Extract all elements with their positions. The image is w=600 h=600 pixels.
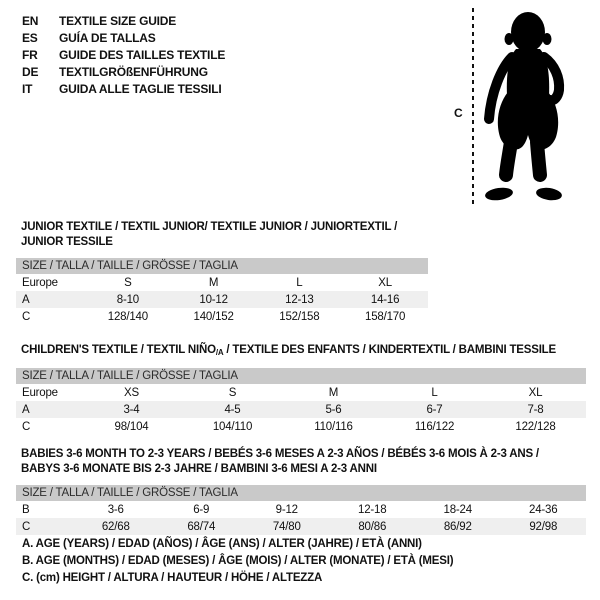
- table-title-segment: CHILDREN'S TEXTILE / TEXTIL NIÑO: [21, 344, 216, 356]
- size-cell: 9-12: [275, 503, 298, 516]
- size-cell: 62/68: [101, 520, 130, 533]
- size-cell: 8-10: [116, 293, 139, 306]
- size-cell: 5-6: [325, 403, 342, 416]
- guide-title-text: TEXTILE SIZE GUIDE: [59, 14, 177, 28]
- size-cell: 104/110: [212, 420, 253, 433]
- table-title-segment: BABIES 3-6 MONTH TO 2-3 YEARS / BEBÉS 3-6 MESES A 2-3 AÑOS / BÉBÉS 3-6 MOIS À 2-3 ANS /: [21, 448, 539, 460]
- size-cell: 122/128: [515, 420, 556, 433]
- size-cell: XL: [528, 386, 543, 399]
- size-cell: 3-6: [107, 503, 124, 516]
- size-cell: S: [228, 386, 237, 399]
- size-cell: 116/122: [414, 420, 455, 433]
- size-table: [16, 343, 586, 435]
- table-title-segment: /A: [215, 348, 224, 357]
- table-title: [21, 343, 586, 360]
- size-cell: 98/104: [114, 420, 149, 433]
- row-label: C: [22, 420, 31, 433]
- size-cell: XL: [378, 276, 392, 289]
- row-label: B: [22, 503, 30, 516]
- size-cell: 6-7: [426, 403, 443, 416]
- size-cell: 86/92: [443, 520, 472, 533]
- size-cell: 4-5: [224, 403, 241, 416]
- size-cell: 158/170: [365, 310, 406, 323]
- guide-title-text: GUIDA ALLE TAGLIE TESSILI: [59, 82, 222, 96]
- guide-title-text: GUIDE DES TAILLES TEXTILE: [59, 48, 226, 62]
- language-row: [22, 30, 225, 47]
- size-header-bar: SIZE / TALLA / TAILLE / GRÖSSE / TAGLIA: [16, 368, 586, 384]
- size-cell: 92/98: [529, 520, 558, 533]
- language-guide-list: [22, 13, 225, 98]
- size-cell: S: [124, 276, 132, 289]
- table-row: [16, 274, 428, 291]
- size-cell: 68/74: [187, 520, 216, 533]
- height-measure-dashed-line: [472, 8, 474, 206]
- size-cell: M: [328, 386, 339, 399]
- language-code: EN: [22, 14, 39, 28]
- language-row: [22, 64, 225, 81]
- size-cell: 12-18: [358, 503, 387, 516]
- row-label: Europe: [22, 276, 58, 289]
- table-title-line: [21, 462, 586, 477]
- footnote: A. AGE (YEARS) / EDAD (AÑOS) / ÂGE (ANS) / ALTER (JAHRE) / ETÀ (ANNI): [22, 538, 422, 550]
- size-cell: XS: [124, 386, 139, 399]
- language-code: IT: [22, 82, 33, 96]
- table-title-segment: JUNIOR TEXTILE / TEXTIL JUNIOR/ TEXTILE JUNIOR / JUNIORTEXTIL / JUNIOR TESSILE: [21, 221, 398, 248]
- size-cell: 7-8: [527, 403, 544, 416]
- table-title-segment: BABYS 3-6 MONATE BIS 2-3 JAHRE / BAMBINI 3-6 MESI A 2-3 ANNI: [21, 463, 377, 475]
- size-table: [16, 447, 586, 535]
- size-cell: 110/116: [314, 420, 353, 433]
- language-code: FR: [22, 48, 38, 62]
- size-cell: 128/140: [107, 310, 148, 323]
- language-code: DE: [22, 65, 39, 79]
- language-code: ES: [22, 31, 38, 45]
- size-tables-section: [16, 214, 586, 535]
- footnote: B. AGE (MONTHS) / EDAD (MESES) / ÂGE (MOIS) / ALTER (MONATE) / ETÀ (MESI): [22, 555, 454, 567]
- size-cell: 3-4: [123, 403, 140, 416]
- language-row: [22, 81, 225, 98]
- size-grid: [16, 384, 586, 435]
- row-label: A: [22, 293, 30, 306]
- size-cell: 74/80: [272, 520, 301, 533]
- footnote: C. (cm) HEIGHT / ALTURA / HAUTEUR / HÖHE / ALTEZZA: [22, 572, 323, 584]
- table-title-segment: / TEXTILE DES ENFANTS / KINDERTEXTIL / BAMBINI TESSILE: [223, 344, 556, 356]
- size-table: [16, 220, 428, 325]
- table-title-line: [21, 343, 586, 360]
- table-row: [16, 384, 586, 401]
- size-cell: 152/158: [279, 310, 320, 323]
- row-label: C: [22, 520, 31, 533]
- size-cell: 14-16: [370, 293, 400, 306]
- size-cell: 140/152: [193, 310, 234, 323]
- size-cell: L: [296, 276, 303, 289]
- language-row: [22, 47, 225, 64]
- table-row: [16, 518, 586, 535]
- table-title-line: [21, 447, 586, 462]
- table-row: [16, 308, 428, 325]
- size-header-bar: SIZE / TALLA / TAILLE / GRÖSSE / TAGLIA: [16, 258, 428, 274]
- row-label: A: [22, 403, 30, 416]
- baby-silhouette-icon: [478, 8, 574, 206]
- size-cell: 6-9: [193, 503, 210, 516]
- size-grid: [16, 274, 428, 325]
- size-cell: 18-24: [443, 503, 472, 516]
- baby-figure: [452, 6, 598, 210]
- size-cell: 24-36: [529, 503, 558, 516]
- table-row: [16, 418, 586, 435]
- language-row: [22, 13, 225, 30]
- size-cell: M: [208, 276, 219, 289]
- table-row: [16, 501, 586, 518]
- table-row: [16, 401, 586, 418]
- size-cell: 80/86: [358, 520, 387, 533]
- table-title-line: [21, 220, 428, 250]
- table-row: [16, 291, 428, 308]
- row-label: C: [22, 310, 31, 323]
- guide-title-text: TEXTILGRÖßENFÜHRUNG: [59, 65, 208, 79]
- table-title: [21, 447, 586, 477]
- size-cell: 10-12: [199, 293, 228, 306]
- guide-title-text: GUÍA DE TALLAS: [59, 31, 156, 45]
- row-label: Europe: [22, 386, 58, 399]
- size-header-bar: SIZE / TALLA / TAILLE / GRÖSSE / TAGLIA: [16, 485, 586, 501]
- size-grid: [16, 501, 586, 535]
- height-measure-label: C: [454, 106, 463, 120]
- footnotes-section: [22, 536, 453, 587]
- size-cell: L: [431, 386, 438, 399]
- table-title: [21, 220, 428, 250]
- size-cell: 12-13: [285, 293, 314, 306]
